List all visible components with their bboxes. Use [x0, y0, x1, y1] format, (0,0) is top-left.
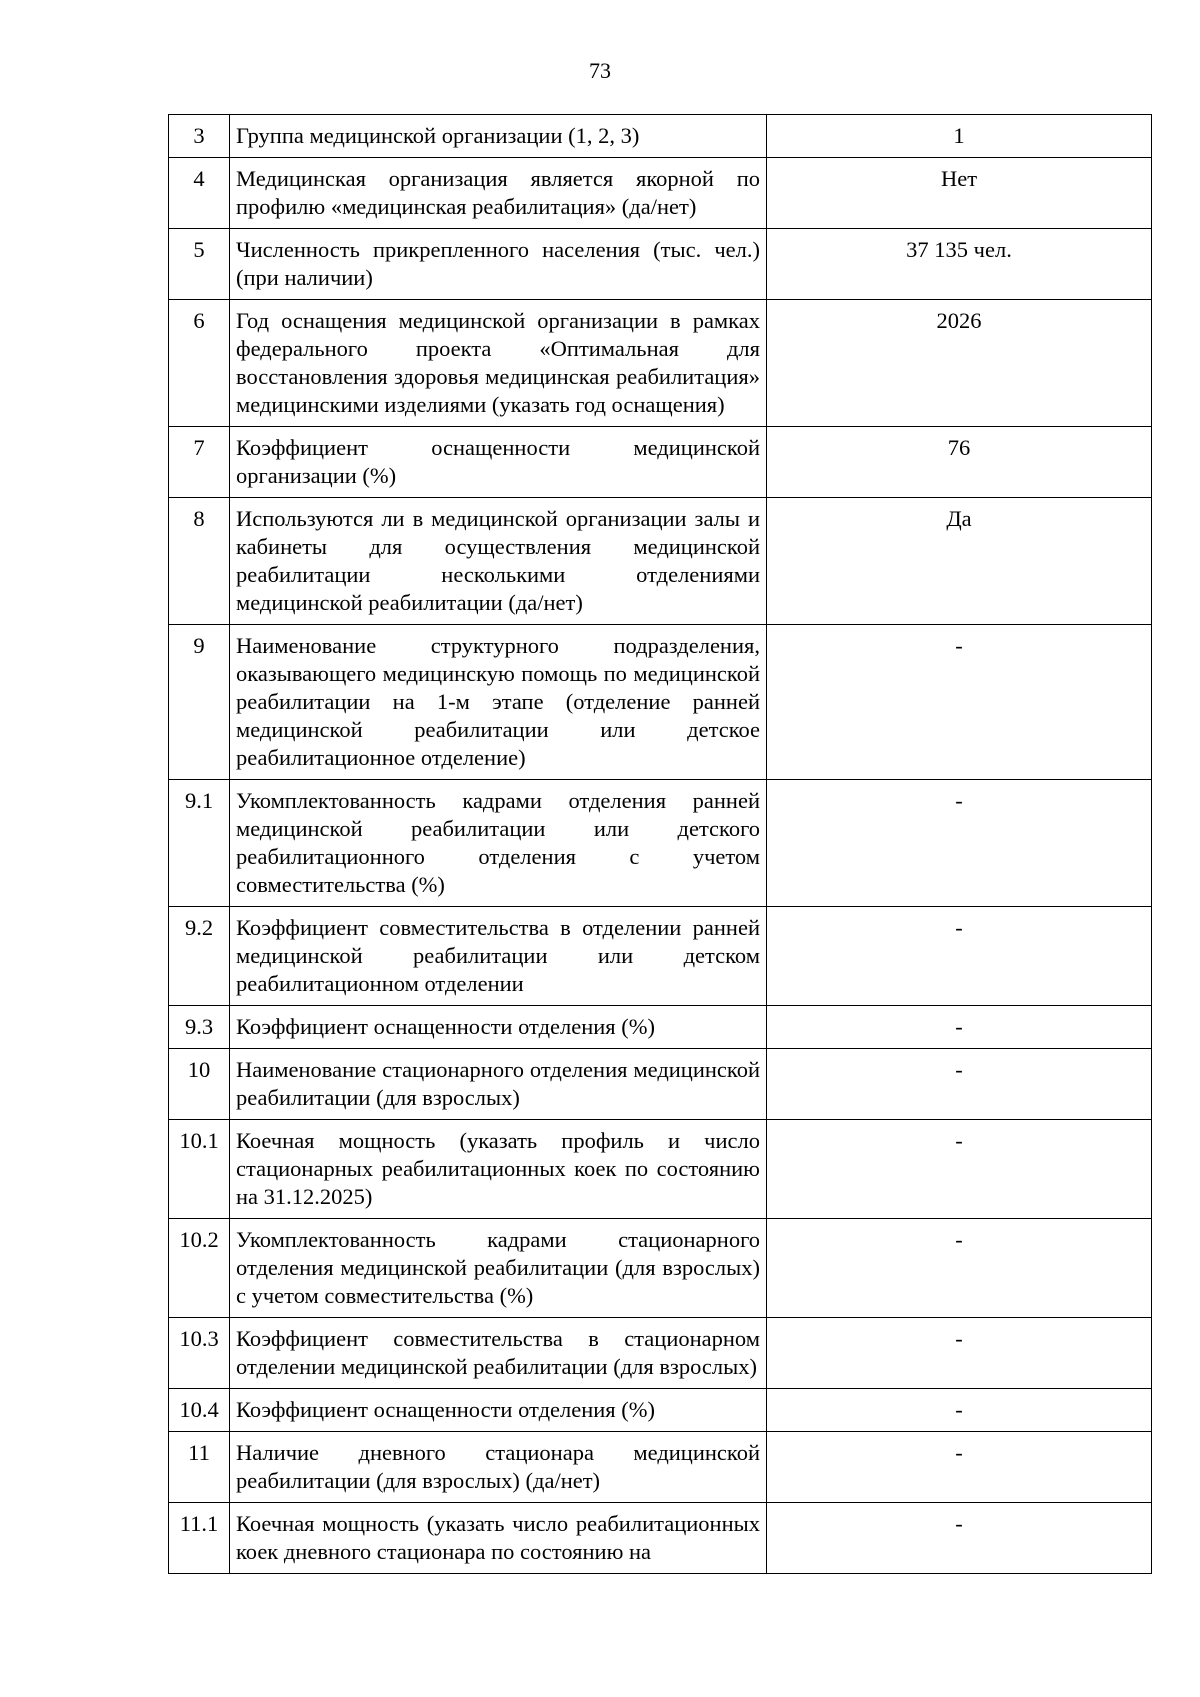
- row-value: -: [767, 1389, 1152, 1432]
- row-number: 9.3: [169, 1006, 230, 1049]
- row-number: 4: [169, 158, 230, 229]
- row-number: 10.1: [169, 1120, 230, 1219]
- row-value: -: [767, 907, 1152, 1006]
- row-value: Да: [767, 498, 1152, 625]
- table-row: [169, 780, 1152, 907]
- row-value: 1: [767, 115, 1152, 158]
- row-number: 9.2: [169, 907, 230, 1006]
- row-number: 8: [169, 498, 230, 625]
- table-row: [169, 300, 1152, 427]
- row-description: Наименование структурного подразделения, оказывающего медицинскую помощь по медицинской реабилитации на 1-м этапе (отделение ранней медицинской реабилитации или детское реабилитационное отделение): [230, 625, 767, 780]
- row-description: Коэффициент оснащенности отделения (%): [230, 1389, 767, 1432]
- row-description: Медицинская организация является якорной по профилю «медицинская реабилитация» (да/нет): [230, 158, 767, 229]
- row-number: 10: [169, 1049, 230, 1120]
- table-row: [169, 158, 1152, 229]
- row-number: 3: [169, 115, 230, 158]
- row-number: 9: [169, 625, 230, 780]
- row-description: Коэффициент оснащенности отделения (%): [230, 1006, 767, 1049]
- row-value: 76: [767, 427, 1152, 498]
- table-row: [169, 115, 1152, 158]
- data-table: [168, 114, 1152, 1574]
- row-description: Численность прикрепленного населения (тыс. чел.) (при наличии): [230, 229, 767, 300]
- row-value: 2026: [767, 300, 1152, 427]
- table-row: [169, 1219, 1152, 1318]
- row-value: -: [767, 780, 1152, 907]
- row-number: 7: [169, 427, 230, 498]
- row-number: 11.1: [169, 1503, 230, 1574]
- row-number: 9.1: [169, 780, 230, 907]
- row-description: Используются ли в медицинской организации залы и кабинеты для осуществления медицинской реабилитации несколькими отделениями медицинской реабилитации (да/нет): [230, 498, 767, 625]
- table-body: [169, 115, 1152, 1574]
- table-row: [169, 1006, 1152, 1049]
- row-description: Коэффициент оснащенности медицинской организации (%): [230, 427, 767, 498]
- table-row: [169, 625, 1152, 780]
- row-number: 11: [169, 1432, 230, 1503]
- row-value: -: [767, 1006, 1152, 1049]
- row-value: -: [767, 1432, 1152, 1503]
- page-number: 73: [589, 58, 611, 83]
- row-number: 10.2: [169, 1219, 230, 1318]
- row-value: -: [767, 1219, 1152, 1318]
- table-row: [169, 1049, 1152, 1120]
- table-row: [169, 498, 1152, 625]
- row-value: -: [767, 1318, 1152, 1389]
- row-description: Коэффициент совместительства в стационарном отделении медицинской реабилитации (для взрослых): [230, 1318, 767, 1389]
- row-description: Наличие дневного стационара медицинской реабилитации (для взрослых) (да/нет): [230, 1432, 767, 1503]
- row-value: Нет: [767, 158, 1152, 229]
- table-row: [169, 427, 1152, 498]
- row-description: Наименование стационарного отделения медицинской реабилитации (для взрослых): [230, 1049, 767, 1120]
- row-description: Коэффициент совместительства в отделении ранней медицинской реабилитации или детском реабилитационном отделении: [230, 907, 767, 1006]
- row-value: -: [767, 1120, 1152, 1219]
- row-value: -: [767, 1503, 1152, 1574]
- table-row: [169, 229, 1152, 300]
- row-value: -: [767, 1049, 1152, 1120]
- table-row: [169, 1503, 1152, 1574]
- row-description: Коечная мощность (указать профиль и число стационарных реабилитационных коек по состоянию на 31.12.2025): [230, 1120, 767, 1219]
- table-row: [169, 1389, 1152, 1432]
- row-description: Группа медицинской организации (1, 2, 3): [230, 115, 767, 158]
- row-value: -: [767, 625, 1152, 780]
- row-number: 10.4: [169, 1389, 230, 1432]
- row-description: Коечная мощность (указать число реабилитационных коек дневного стационара по состоянию на: [230, 1503, 767, 1574]
- table-row: [169, 1318, 1152, 1389]
- row-number: 5: [169, 229, 230, 300]
- table-row: [169, 907, 1152, 1006]
- table-row: [169, 1120, 1152, 1219]
- row-value: 37 135 чел.: [767, 229, 1152, 300]
- table-row: [169, 1432, 1152, 1503]
- row-number: 6: [169, 300, 230, 427]
- row-description: Укомплектованность кадрами стационарного отделения медицинской реабилитации (для взрослых) с учетом совместительства (%): [230, 1219, 767, 1318]
- row-description: Укомплектованность кадрами отделения ранней медицинской реабилитации или детского реабилитационного отделения с учетом совместительства (%): [230, 780, 767, 907]
- row-description: Год оснащения медицинской организации в рамках федерального проекта «Оптимальная для восстановления здоровья медицинская реабилитация» медицинскими изделиями (указать год оснащения): [230, 300, 767, 427]
- row-number: 10.3: [169, 1318, 230, 1389]
